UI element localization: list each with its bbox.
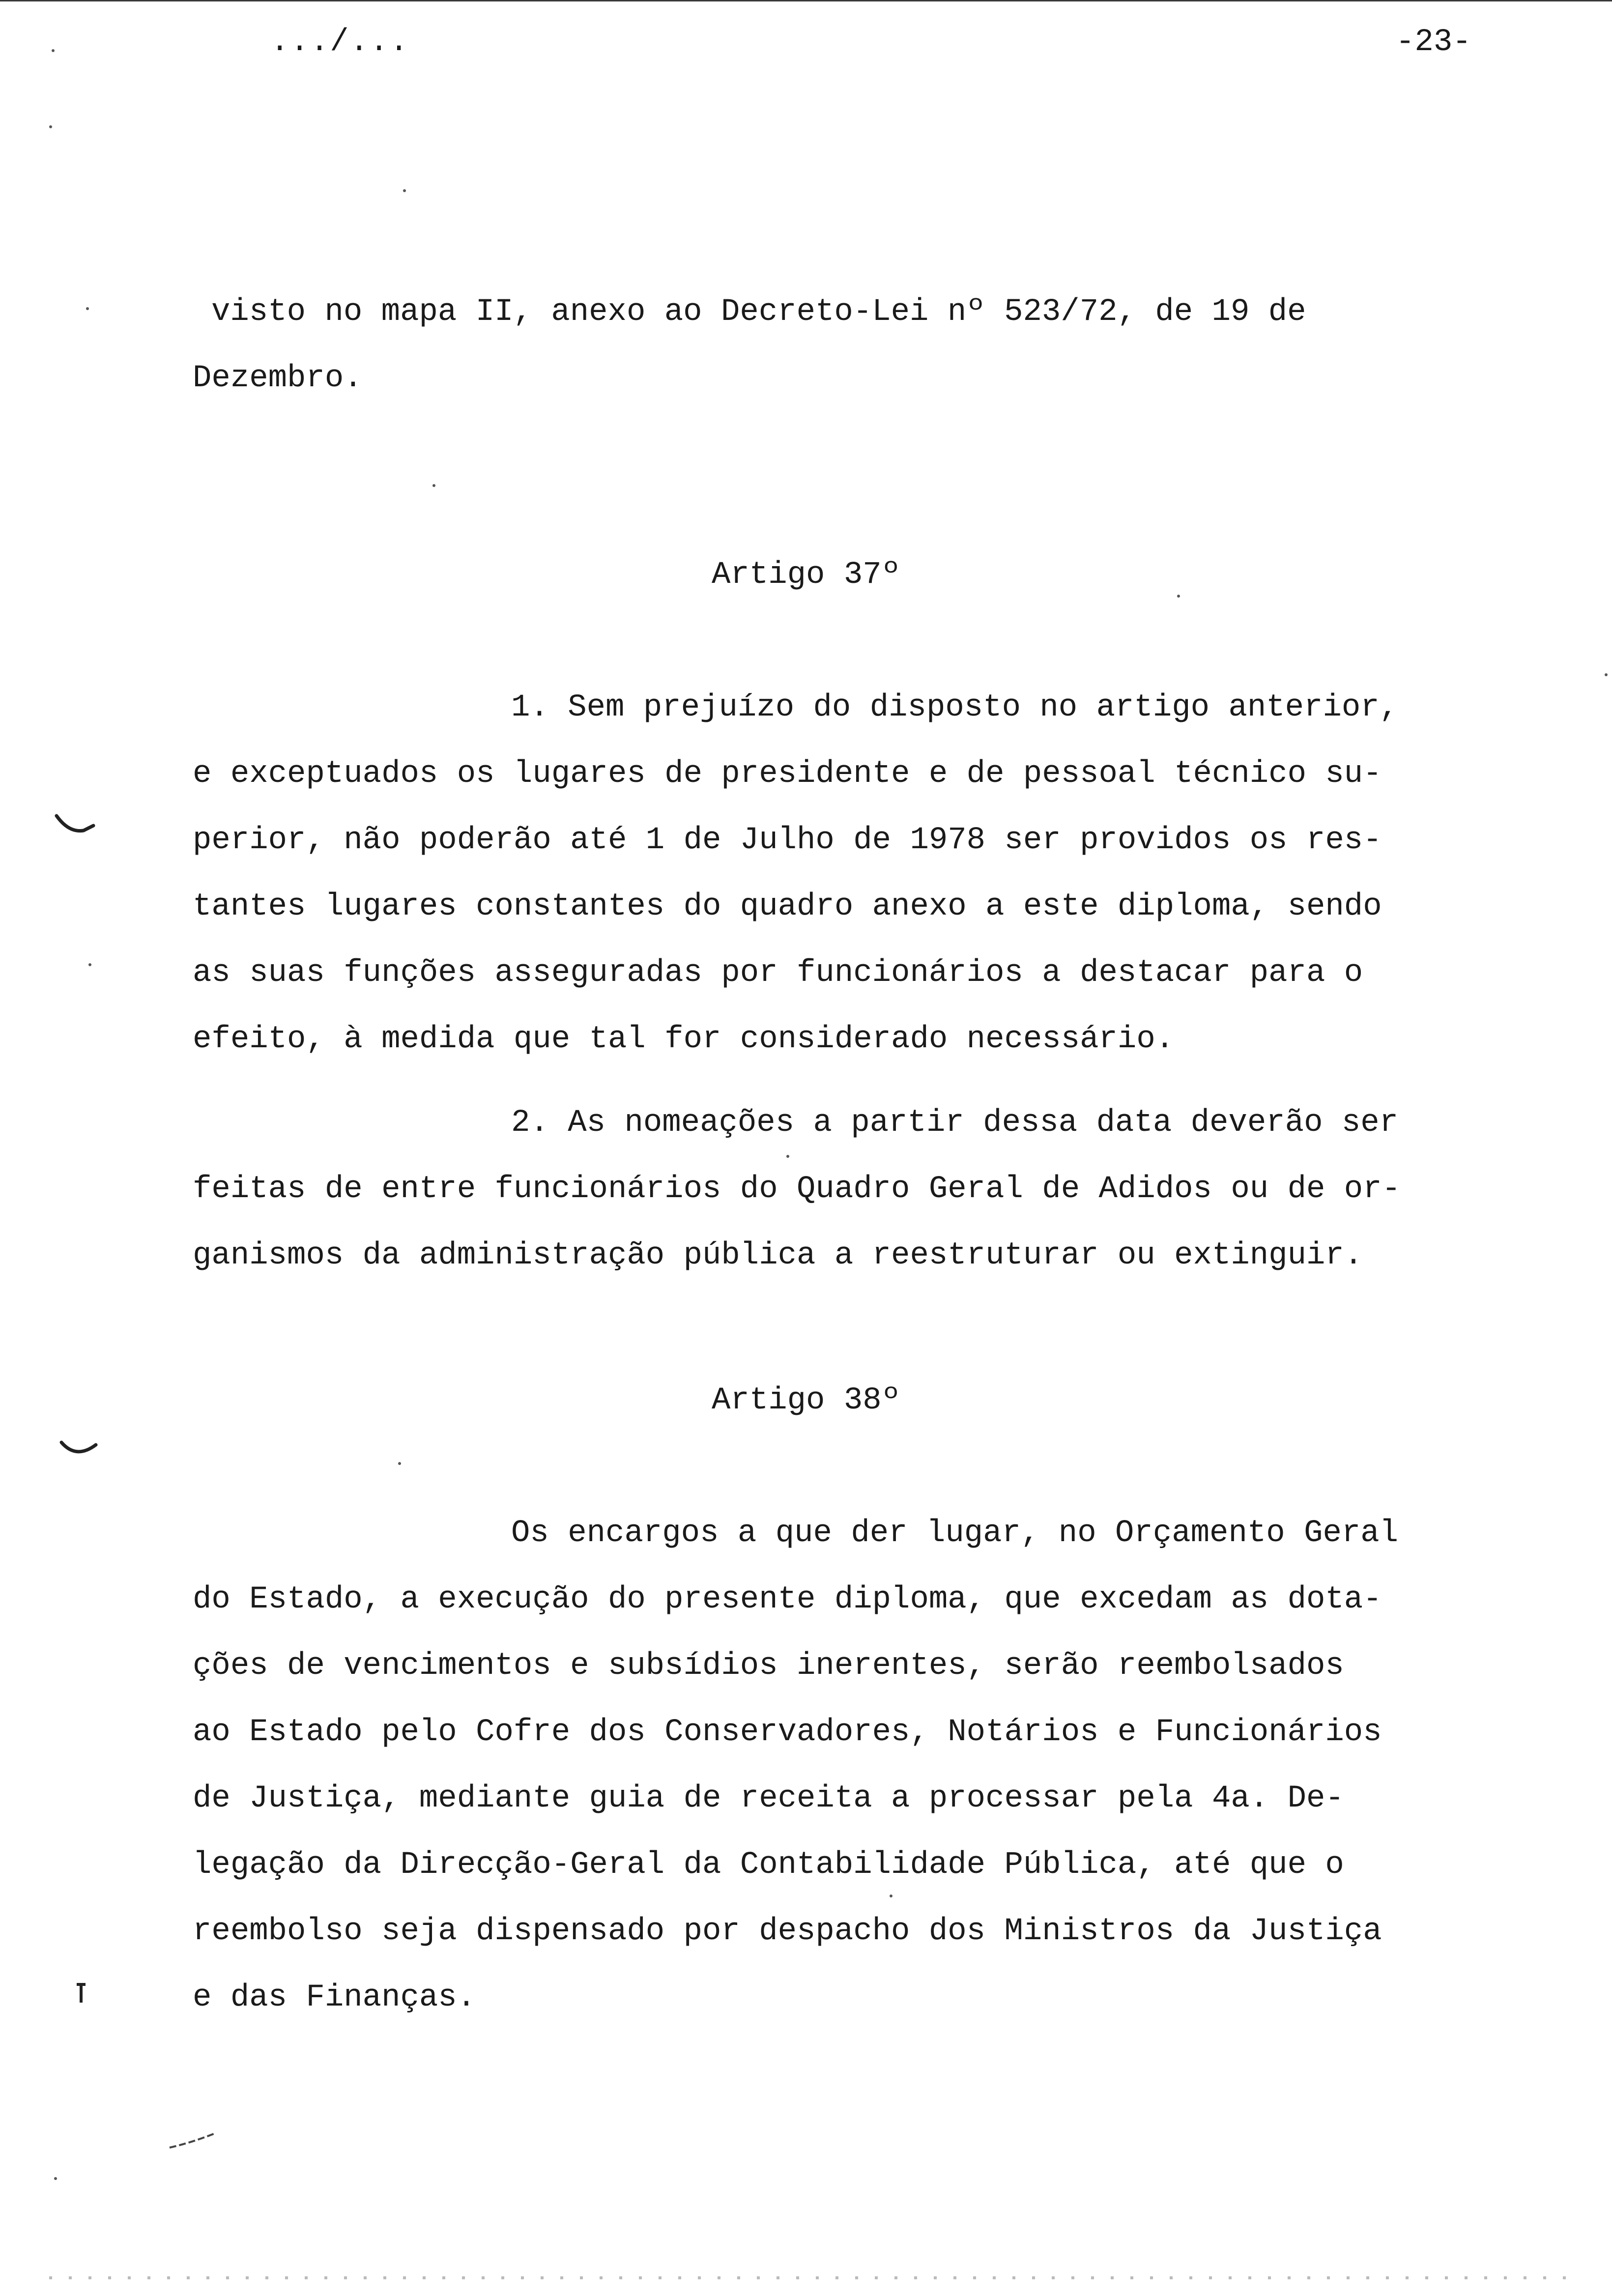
continuation-marker: .../... xyxy=(270,25,409,60)
scan-edge-noise xyxy=(49,2276,1573,2279)
text-line: ganismos da administração pública a reestruturar ou extinguir. xyxy=(193,1238,1363,1273)
scan-speck xyxy=(890,1894,892,1897)
article-heading: Artigo 37º xyxy=(711,557,901,593)
article-heading: Artigo 38º xyxy=(711,1383,901,1418)
scan-speck xyxy=(86,307,89,310)
text-line: 2. As nomeações a partir dessa data deverão ser xyxy=(511,1105,1399,1141)
text-line: Dezembro. xyxy=(193,361,363,396)
text-line: legação da Direcção-Geral da Contabilidade Pública, até que o xyxy=(193,1847,1344,1883)
pen-stroke-icon xyxy=(167,2128,221,2152)
text-line: e exceptuados os lugares de presidente e de pessoal técnico su- xyxy=(193,756,1382,792)
text-line: visto no mapa II, anexo ao Decreto-Lei nº 523/72, de 19 de xyxy=(211,294,1306,330)
text-line: ções de vencimentos e subsídios inerentes, serão reembolsados xyxy=(193,1648,1344,1684)
text-line: reembolso seja dispensado por despacho dos Ministros da Justiça xyxy=(193,1914,1382,1949)
text-line: as suas funções asseguradas por funcionários a destacar para o xyxy=(193,955,1363,991)
scan-speck xyxy=(398,1462,401,1465)
text-line: efeito, à medida que tal for considerado necessário. xyxy=(193,1022,1175,1057)
scan-speck xyxy=(1605,673,1608,676)
check-mark-icon xyxy=(54,811,98,840)
scan-speck xyxy=(403,189,406,192)
text-line: e das Finanças. xyxy=(193,1980,476,2015)
text-line: feitas de entre funcionários do Quadro Geral de Adidos ou de or- xyxy=(193,1172,1401,1207)
page-number: -23- xyxy=(1396,25,1471,60)
text-line: perior, não poderão até 1 de Julho de 1978 ser providos os res- xyxy=(193,823,1382,858)
text-line: ao Estado pelo Cofre dos Conservadores, Notários e Funcionários xyxy=(193,1715,1382,1750)
scan-speck xyxy=(54,2177,57,2180)
scan-speck xyxy=(786,1155,789,1158)
scan-speck xyxy=(49,125,52,128)
scan-speck xyxy=(1177,595,1180,598)
text-line: de Justiça, mediante guia de receita a processar pela 4a. De- xyxy=(193,1781,1344,1816)
text-line: 1. Sem prejuízo do disposto no artigo anterior, xyxy=(511,690,1399,725)
top-border-line xyxy=(0,0,1612,1)
text-line: tantes lugares constantes do quadro anexo a este diploma, sendo xyxy=(193,889,1382,924)
scan-speck xyxy=(432,484,435,487)
text-line: do Estado, a execução do presente diploma, que excedam as dota- xyxy=(193,1582,1382,1617)
margin-mark-icon xyxy=(74,1980,88,2005)
scan-speck xyxy=(88,963,91,966)
check-mark-icon xyxy=(59,1437,103,1467)
text-line: Os encargos a que der lugar, no Orçamento Geral xyxy=(511,1516,1399,1551)
scan-speck xyxy=(52,49,55,52)
